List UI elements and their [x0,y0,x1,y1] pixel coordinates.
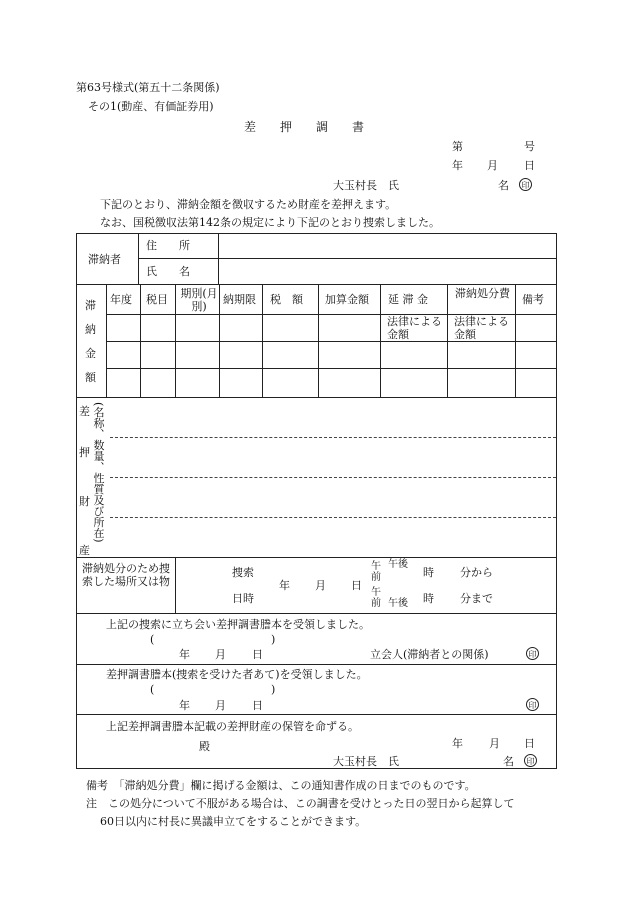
column-header-year: 年度 [110,293,132,306]
search-label: 捜索 [232,566,254,579]
amount-label-char: 納 [85,323,96,336]
custody-honorific: 殿 [199,740,210,753]
number-label-go: 号 [524,140,535,153]
receipt-seal-icon: 印 [526,698,539,711]
debtor-name-label: 氏 名 [146,265,190,278]
witness-seal-icon: 印 [526,647,539,660]
number-label-dai: 第 [452,140,463,153]
search-year: 年 [279,579,290,592]
custody-name-suffix: 名 [503,755,514,768]
witness-paren-close: ) [271,633,276,646]
seized-label-char: 財 [79,495,90,508]
custody-year: 年 [452,737,463,750]
search-place-label: 滞納処分のため捜索した場所又は物 [82,562,170,588]
witness-month: 月 [215,648,226,661]
witness-paren-open: ( [150,633,155,646]
custody-seal-icon: 印 [524,754,537,767]
issuer-label: 大玉村長 氏 [333,179,399,192]
intro-line-1: 下記のとおり、滞納金額を徴収するため財産を差押えます。 [100,198,397,211]
receipt-paren-close: ) [271,683,276,696]
form-subtitle: その1(動産、有価証券用) [88,100,214,113]
objection-note-line-1: 注 この処分について不服がある場合は、この調書を受けとった日の翌日から起算して [86,797,515,810]
receipt-day: 日 [252,699,263,712]
search-from-label: 分から [460,566,493,579]
search-datetime-label: 日時 [232,592,254,605]
header-date-month: 月 [487,159,498,172]
seized-label-char: 産 [79,544,90,557]
header-date-day: 日 [524,159,535,172]
search-am-pm-from: 午前 [371,561,381,583]
custody-month: 月 [489,737,500,750]
column-header-additional: 加算金額 [325,293,369,306]
amount-label-char: 金 [85,347,96,360]
amount-label-char: 滞 [85,299,96,312]
search-am-marker: 午後 [388,559,408,570]
receipt-text: 差押調書謄本(捜索を受けた者あて)を受領しました。 [106,668,368,681]
search-am-pm-until: 午前 [371,587,381,609]
disposition-cost-law-note: 法律による金額 [454,315,509,341]
issuer-seal-icon: 印 [519,178,532,191]
page-title: 差 押 調 書 [244,120,365,134]
receipt-year: 年 [179,699,190,712]
search-day: 日 [351,579,362,592]
witness-label: 立会人(滞納者との関係) [370,648,489,661]
search-hour-from: 時 [423,566,434,579]
search-hour-until: 時 [423,592,434,605]
seized-label-char: 差 [79,405,90,418]
search-month: 月 [315,579,326,592]
witness-year: 年 [179,648,190,661]
custody-text: 上記差押調書謄本記載の差押財産の保管を命ずる。 [106,720,359,733]
receipt-month: 月 [215,699,226,712]
intro-line-2: なお、国税徴収法第142条の規定により下記のとおり捜索しました。 [100,216,440,229]
form-number: 第63号様式(第五十二条関係) [76,81,220,94]
late-charge-law-note: 法律による金額 [387,315,442,341]
remark-note: 備考 「滞納処分費」欄に掲げる金額は、この通知書作成の日までのものです。 [86,779,476,792]
debtor-address-label: 住 所 [146,239,190,252]
receipt-paren-open: ( [150,683,155,696]
column-header-period: 期別(月別) [180,287,218,313]
column-header-due-date: 納期限 [223,293,256,306]
column-header-tax-amount: 税 額 [270,293,303,306]
header-date-year: 年 [452,159,463,172]
search-pm-marker: 午後 [388,598,408,609]
column-header-remarks: 備考 [522,293,544,306]
seized-section-sub-label: (名称、数量、性質及び所在) [92,402,105,543]
issuer-name-suffix: 名 [498,179,509,192]
column-header-tax-item: 税目 [146,293,168,306]
witness-text: 上記の捜索に立ち会い差押調書謄本を受領しました。 [106,618,370,631]
column-header-disposition-cost: 滞納処分費 [455,287,510,300]
seized-label-char: 押 [79,446,90,459]
column-header-late-charge: 延 滞 金 [388,293,428,306]
custody-day: 日 [524,737,535,750]
amount-label-char: 額 [85,371,96,384]
search-until-label: 分まで [460,592,493,605]
debtor-section-label: 滞納者 [88,253,121,266]
objection-note-line-2: 60日以内に村長に異議申立てをすることができます。 [100,815,367,828]
witness-day: 日 [252,648,263,661]
custody-issuer: 大玉村長 氏 [333,755,399,768]
